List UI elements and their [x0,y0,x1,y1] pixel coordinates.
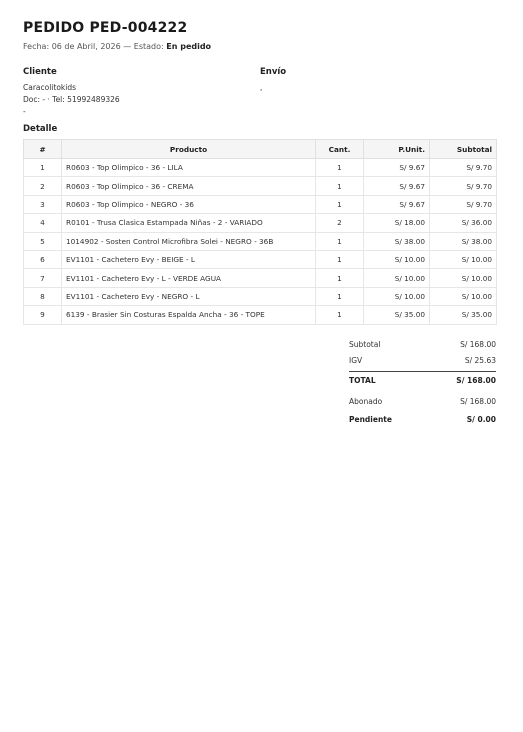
table-row [24,159,497,177]
row-product: R0603 - Top Olimpico - 36 - CREMA [62,177,316,195]
col-header-number: # [24,140,62,159]
row-product: R0603 - Top Olimpico - 36 - LILA [62,159,316,177]
row-product: R0101 - Trusa Clasica Estampada Niñas - 2 - VARIADO [62,214,316,232]
row-subtotal: S/ 10.00 [430,287,497,305]
pending-label: Pendiente [349,415,392,424]
order-meta [23,41,496,52]
row-unit-price: S/ 9.67 [364,195,430,213]
total-divider [349,371,496,372]
row-product: EV1101 - Cachetero Evy - NEGRO - L [62,287,316,305]
paid-label: Abonado [349,397,383,406]
row-unit-price: S/ 35.00 [364,306,430,324]
row-subtotal: S/ 9.70 [430,159,497,177]
row-qty: 1 [316,306,364,324]
row-subtotal: S/ 35.00 [430,306,497,324]
pending-value: S/ 0.00 [466,415,496,424]
row-subtotal: S/ 9.70 [430,195,497,213]
row-qty: 2 [316,214,364,232]
col-header-product: Producto [62,140,316,159]
row-subtotal: S/ 9.70 [430,177,497,195]
total-label: TOTAL [349,376,376,385]
row-subtotal: S/ 38.00 [430,232,497,250]
row-subtotal: S/ 10.00 [430,269,497,287]
paid-row [349,395,496,411]
order-document [23,20,496,325]
subtotal-value: S/ 168.00 [460,340,496,349]
shipping-address: , [260,83,263,92]
row-number: 3 [24,195,62,213]
shipping-heading: Envío [260,67,287,77]
row-number: 8 [24,287,62,305]
row-product: EV1101 - Cachetero Evy - BEIGE - L [62,250,316,268]
table-row [24,214,497,232]
client-heading: Cliente [23,67,57,77]
row-qty: 1 [316,287,364,305]
total-row [349,374,496,390]
order-title: PEDIDO PED-004222 [23,20,188,36]
row-subtotal: S/ 36.00 [430,214,497,232]
row-unit-price: S/ 18.00 [364,214,430,232]
table-row [24,177,497,195]
subtotal-label: Subtotal [349,340,381,349]
row-unit-price: S/ 9.67 [364,159,430,177]
row-unit-price: S/ 38.00 [364,232,430,250]
table-header-row [24,140,497,159]
paid-value: S/ 168.00 [460,397,496,406]
row-qty: 1 [316,269,364,287]
pending-row [349,413,496,429]
row-number: 6 [24,250,62,268]
totals-block [349,338,496,429]
items-table [23,139,497,325]
table-row [24,269,497,287]
parties-section [23,66,496,120]
total-value: S/ 168.00 [456,376,496,385]
shipping-block [260,66,286,94]
row-subtotal: S/ 10.00 [430,250,497,268]
table-row [24,232,497,250]
col-header-subtotal: Subtotal [430,140,497,159]
igv-row [349,354,496,370]
col-header-qty: Cant. [316,140,364,159]
row-qty: 1 [316,177,364,195]
row-product: 6139 - Brasier Sin Costuras Espalda Ancha - 36 - TOPE [62,306,316,324]
table-row [24,306,497,324]
table-row [24,250,497,268]
client-block [23,66,120,118]
igv-value: S/ 25.63 [464,356,496,365]
row-product: R0603 - Top Olimpico - NEGRO - 36 [62,195,316,213]
order-date: Fecha: 06 de Abril, 2026 — Estado: [23,42,164,51]
row-unit-price: S/ 10.00 [364,269,430,287]
row-unit-price: S/ 10.00 [364,287,430,305]
row-number: 9 [24,306,62,324]
table-row [24,195,497,213]
row-number: 1 [24,159,62,177]
order-status: En pedido [166,42,212,51]
row-product: 1014902 - Sosten Control Microfibra Solei - NEGRO - 36B [62,232,316,250]
row-unit-price: S/ 9.67 [364,177,430,195]
row-qty: 1 [316,232,364,250]
row-qty: 1 [316,250,364,268]
client-name: Caracolitokids [23,83,77,92]
col-header-unit-price: P.Unit. [364,140,430,159]
row-number: 2 [24,177,62,195]
row-number: 4 [24,214,62,232]
row-qty: 1 [316,159,364,177]
row-unit-price: S/ 10.00 [364,250,430,268]
table-row [24,287,497,305]
row-qty: 1 [316,195,364,213]
row-number: 5 [24,232,62,250]
row-product: EV1101 - Cachetero Evy - L - VERDE AGUA [62,269,316,287]
igv-label: IGV [349,356,363,365]
detail-heading: Detalle [23,124,58,134]
row-number: 7 [24,269,62,287]
client-doc-phone: Doc: - · Tel: 51992489326 [23,95,120,104]
client-extra: - [23,107,26,116]
subtotal-row [349,338,496,354]
